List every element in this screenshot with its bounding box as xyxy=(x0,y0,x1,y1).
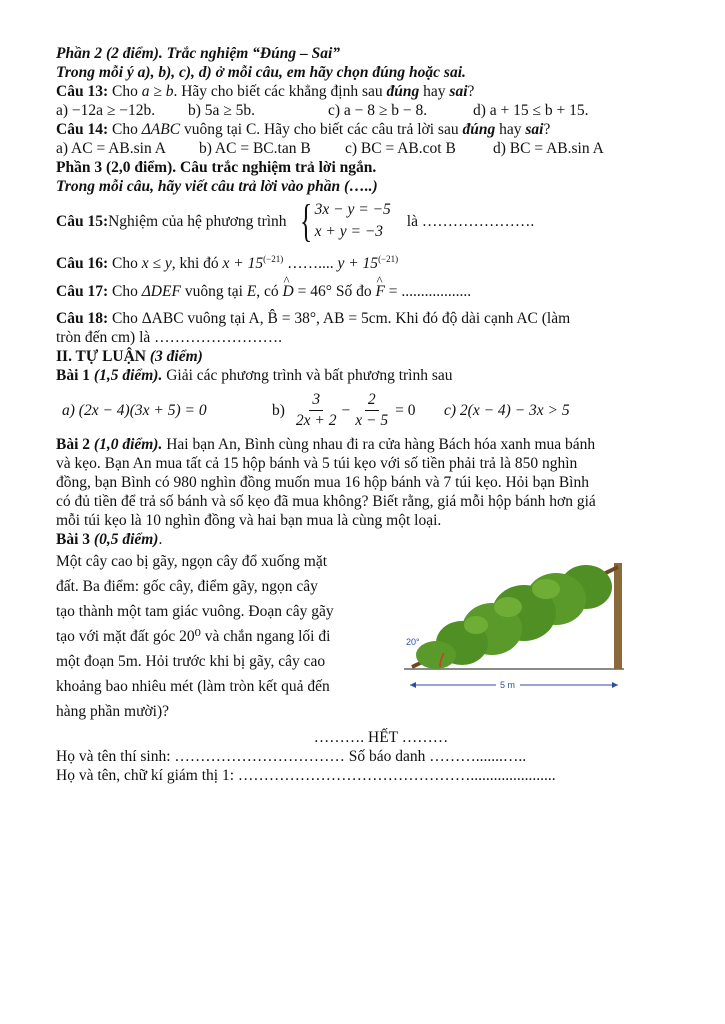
bai1-part-b-rhs: = 0 xyxy=(395,401,416,419)
q17-vertex: E xyxy=(246,283,257,301)
broken-tree-figure xyxy=(396,553,632,701)
bai3-line: Một cây cao bị gãy, ngọn cây đổ xuống mặt xyxy=(56,553,328,571)
bai3-line: tạo với mặt đất góc 20⁰ và chắn ngang lối đi xyxy=(56,628,331,646)
bai1-part-c: c) 2(x − 4) − 3x > 5 xyxy=(444,401,570,419)
bai3-points: (0,5 điểm) xyxy=(90,531,159,549)
q15-equation-2: x + y = −3 xyxy=(314,223,384,240)
q13-option-b: b) 5a ≥ 5b. xyxy=(188,102,256,119)
q14-option-d: d) BC = AB.sin A xyxy=(493,140,604,157)
q13-option-a: a) −12a ≥ −12b. xyxy=(56,102,156,119)
part3-instruction: Trong mỗi câu, hãy viết câu trả lời vào phần (…..) xyxy=(56,178,378,195)
q13-emph-true: đúng xyxy=(386,83,420,100)
q14-option-c: c) BC = AB.cot B xyxy=(345,140,456,157)
q16-label: Câu 16: xyxy=(56,255,109,273)
bai3-dot: . xyxy=(158,531,163,549)
q13-text-c: hay xyxy=(419,83,450,100)
q16-right-expr: y + 15 xyxy=(337,255,379,273)
question-17 xyxy=(56,281,666,303)
question-14 xyxy=(56,120,666,139)
q16-condition: x ≤ y xyxy=(141,255,172,273)
left-brace-icon: { xyxy=(299,195,312,246)
q16-compare-blank: …….... xyxy=(283,255,338,273)
question-18 xyxy=(56,309,666,347)
q15-answer-blank: là …………………. xyxy=(406,212,535,230)
q15-equation-system xyxy=(295,195,391,246)
essay-title: II. TỰ LUẬN xyxy=(56,348,147,366)
q16-right-exponent: (−21) xyxy=(378,254,399,264)
part3-heading: Phần 3 (2,0 điểm). Câu trắc nghiệm trả lời ngắn. xyxy=(56,159,377,176)
q18-line2: tròn đến cm) là ……………………. xyxy=(56,329,283,347)
q14-emph-false: sai xyxy=(525,121,544,138)
bai2-line1: Hai bạn An, Bình cùng nhau đi ra cửa hàng Bách hóa xanh mua bánh xyxy=(162,436,596,454)
bai3-body xyxy=(56,549,666,724)
q17-triangle: ΔDEF xyxy=(141,283,181,301)
q16-left-exponent: (−21) xyxy=(263,254,284,264)
q14-text: Cho xyxy=(108,121,142,138)
bai3-text xyxy=(56,549,371,724)
q14-text-d: ? xyxy=(543,121,551,138)
q13-option-c: c) a − 8 ≥ b − 8. xyxy=(328,102,428,119)
candidate-info-line: Họ và tên thí sinh: …………………………… Số báo danh ……….......….. xyxy=(56,748,527,766)
bai3-line: hàng phần mười)? xyxy=(56,703,170,721)
bai1-statement xyxy=(56,366,666,385)
q14-triangle: ΔABC xyxy=(141,121,181,138)
q17-text: Cho xyxy=(108,283,142,301)
q16-text-mid: , khi đó xyxy=(171,255,223,273)
length-label: 5 m xyxy=(500,680,516,691)
q17-angle-f: ^ F xyxy=(375,281,384,303)
question-13 xyxy=(56,82,666,101)
bai3-label: Bài 3 xyxy=(56,531,91,549)
q15-text: Nghiệm của hệ phương trình xyxy=(108,212,287,230)
bai2-points: (1,0 điểm). xyxy=(90,436,163,454)
q14-label: Câu 14: xyxy=(56,121,109,138)
q14-text-b: vuông tại C. Hãy cho biết các câu trả lời sau xyxy=(180,121,463,138)
bai2-statement xyxy=(56,435,666,530)
essay-heading xyxy=(56,347,666,366)
essay-points: (3 điểm) xyxy=(146,348,203,366)
q14-options xyxy=(56,139,666,158)
bai2-line3: đồng, bạn Bình có 980 nghìn đồng muốn mua 16 hộp bánh và 7 túi kẹo. Hỏi bạn Bình xyxy=(56,474,589,492)
bai1-text: Giải các phương trình và bất phương trình sau xyxy=(162,367,453,385)
angle-label: 20° xyxy=(406,637,420,648)
bai2-line5: mỗi túi kẹo là 10 nghìn đồng và hai bạn mua là cùng một loại. xyxy=(56,512,442,530)
bai2-line4: có đủ tiền để trả số bánh và số kẹo đã mua không? Biết rằng, giá mỗi hộp bánh hơn giá xyxy=(56,493,596,511)
bai1-part-a: a) (2x − 4)(3x + 5) = 0 xyxy=(62,401,207,419)
part2-instruction: Trong mỗi ý a), b), c), d) ở mỗi câu, em hãy chọn đúng hoặc sai. xyxy=(56,64,466,81)
bai1-part-b xyxy=(272,390,444,431)
q13-text: Cho xyxy=(108,83,142,100)
exam-page xyxy=(56,44,666,785)
q15-label: Câu 15: xyxy=(56,212,109,230)
q16-text: Cho xyxy=(108,255,142,273)
question-16 xyxy=(56,248,666,275)
bai3-line: một đoạn 5m. Hỏi trước khi bị gãy, cây cao xyxy=(56,653,326,671)
q17-label: Câu 17: xyxy=(56,283,109,301)
bai3-line: khoảng bao nhiêu mét (làm tròn kết quả đến xyxy=(56,678,330,696)
bai1-label: Bài 1 xyxy=(56,367,91,385)
q14-emph-true: đúng xyxy=(462,121,496,138)
minus-sign: − xyxy=(341,401,351,419)
bai2-line2: và kẹo. Bạn An mua tất cả 15 hộp bánh và 5 túi kẹo với số tiền phải trả là 850 nghìn xyxy=(56,455,578,473)
q13-option-d: d) a + 15 ≤ b + 15. xyxy=(473,102,589,119)
supervisor-signature-line: Họ và tên, chữ kí giám thị 1: ………………………………………...................... xyxy=(56,767,556,785)
q13-emph-false: sai xyxy=(449,83,468,100)
bai3-line: đất. Ba điểm: gốc cây, điểm gãy, ngọn cây xyxy=(56,578,318,596)
bai1-points: (1,5 điểm). xyxy=(90,367,163,385)
question-15 xyxy=(56,195,666,246)
q17-angle-d: ^ D xyxy=(283,281,294,303)
end-marker: ………. HẾT ……… xyxy=(313,729,449,747)
q13-label: Câu 13: xyxy=(56,83,109,100)
tree-trunk xyxy=(614,563,622,669)
q14-option-b: b) AC = BC.tan B xyxy=(199,140,311,157)
q17-text-b: vuông tại xyxy=(180,283,247,301)
bai1-parts xyxy=(56,387,666,433)
bai3-heading xyxy=(56,530,666,549)
q16-left-expr: x + 15 xyxy=(222,255,264,273)
fraction-2-numerator: 2 xyxy=(365,390,379,411)
q17-text-c: , có xyxy=(256,283,283,301)
fraction-1-numerator: 3 xyxy=(309,390,323,411)
bai2-label: Bài 2 xyxy=(56,436,91,454)
q14-text-c: hay xyxy=(495,121,526,138)
q17-text-d: Số đo xyxy=(331,283,376,301)
q13-options xyxy=(56,101,666,120)
q15-equation-1: 3x − y = −5 xyxy=(314,201,391,218)
fraction-2-denominator: x − 5 xyxy=(355,411,389,429)
q18-line1: Cho ΔABC vuông tại A, B̂ = 38°, AB = 5cm. Khi đó độ dài cạnh AC (làm xyxy=(108,310,571,328)
q17-value-d: = 46° xyxy=(293,283,332,301)
q17-answer-blank: = .................. xyxy=(384,283,472,301)
q18-label: Câu 18: xyxy=(56,310,109,328)
q13-text-d: ? xyxy=(467,83,475,100)
bai3-line: tạo thành một tam giác vuông. Đoạn cây gãy xyxy=(56,603,334,621)
q13-text-b: . Hãy cho biết các khẳng định sau xyxy=(173,83,387,100)
bai1-part-b-label: b) xyxy=(272,401,285,419)
part2-heading: Phần 2 (2 điểm). Trắc nghiệm “Đúng – Sai” xyxy=(56,45,341,62)
fraction-1-denominator: 2x + 2 xyxy=(295,411,337,429)
q14-option-a: a) AC = AB.sin A xyxy=(56,140,166,157)
q13-condition: a ≥ b xyxy=(141,83,174,100)
